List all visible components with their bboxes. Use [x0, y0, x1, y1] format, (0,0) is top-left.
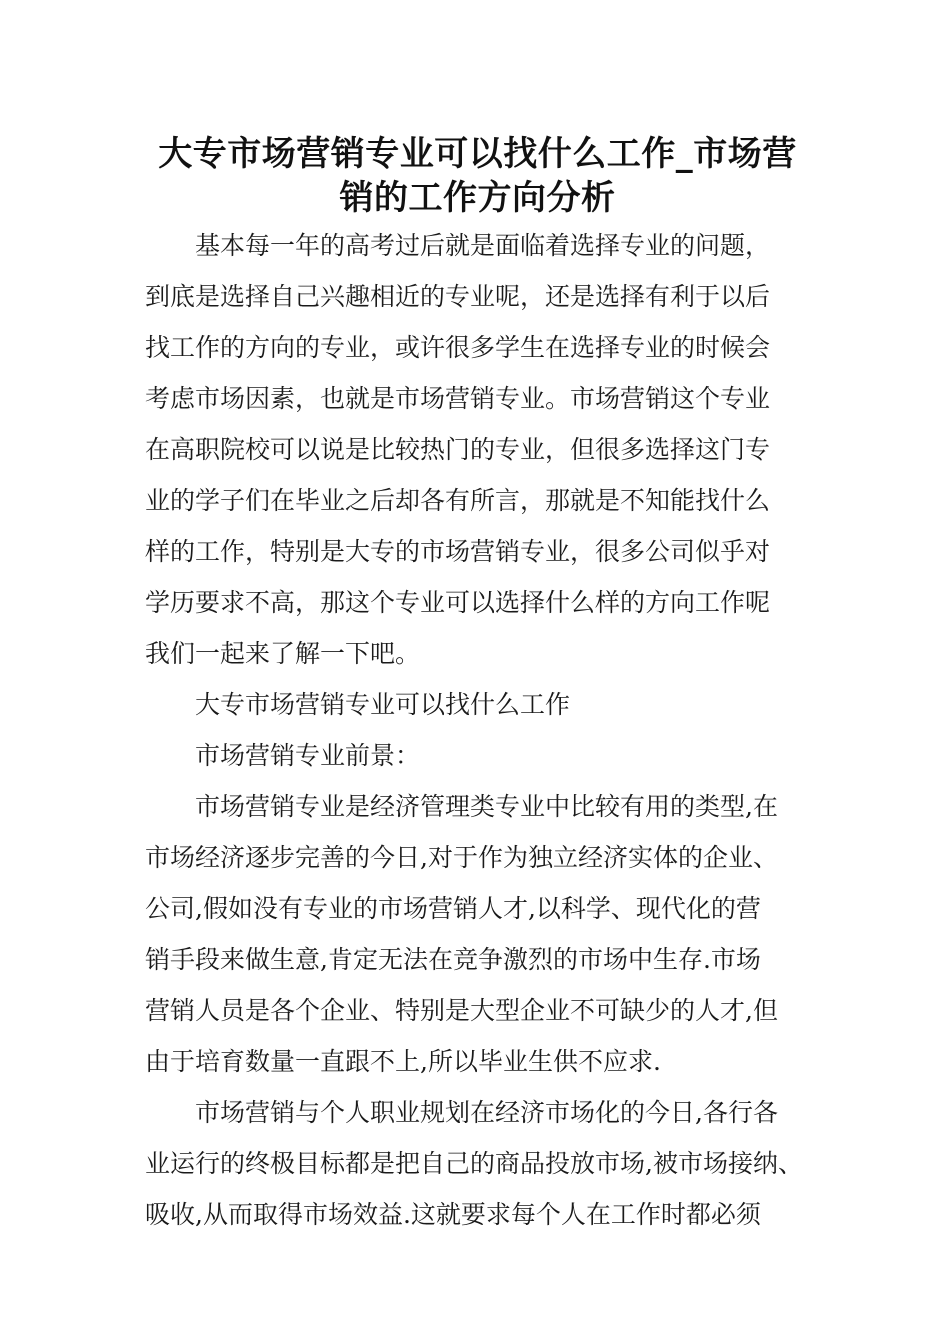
- text-line: 营销人员是各个企业、特别是大型企业不可缺少的人才,但: [145, 996, 778, 1025]
- subsection-heading: [145, 730, 810, 781]
- text-line: 业的学子们在毕业之后却各有所言，那就是不知能找什么: [145, 486, 771, 515]
- text-line: 基本每一年的高考过后就是面临着选择专业的问题，: [195, 231, 771, 260]
- text-line: 学历要求不高，那这个专业可以选择什么样的方向工作呢: [145, 588, 771, 617]
- section-heading: [145, 679, 810, 730]
- text-line: 市场营销专业前景：: [195, 741, 421, 770]
- text-line: 由于培育数量一直跟不上,所以毕业生供不应求.: [145, 1047, 661, 1076]
- text-line: 找工作的方向的专业，或许很多学生在选择专业的时候会: [145, 333, 771, 362]
- title-line: 销的工作方向分析: [339, 178, 616, 218]
- text-line: 到底是选择自己兴趣相近的专业呢，还是选择有利于以后: [145, 282, 771, 311]
- text-line: 样的工作，特别是大专的市场营销专业，很多公司似乎对: [145, 537, 771, 566]
- text-line: 我们一起来了解一下吧。: [145, 639, 421, 668]
- paragraph-career-planning: [145, 1087, 810, 1240]
- text-line: 大专市场营销专业可以找什么工作: [195, 690, 571, 719]
- text-line: 市场经济逐步完善的今日,对于作为独立经济实体的企业、: [145, 843, 778, 872]
- document-content: [145, 132, 810, 1240]
- text-line: 业运行的终极目标都是把自己的商品投放市场,被市场接纳、: [145, 1149, 803, 1178]
- document-body: [145, 220, 810, 1240]
- text-line: 销手段来做生意,肯定无法在竞争激烈的市场中生存.市场: [145, 945, 761, 974]
- text-line: 吸收,从而取得市场效益.这就要求每个人在工作时都必须: [145, 1200, 761, 1229]
- paragraph-prospects: [145, 781, 810, 1087]
- text-line: 公司,假如没有专业的市场营销人才,以科学、现代化的营: [145, 894, 761, 923]
- text-line: 在高职院校可以说是比较热门的专业，但很多选择这门专: [145, 435, 771, 464]
- title-line: 大专市场营销专业可以找什么工作_市场营: [158, 134, 797, 174]
- text-line: 市场营销与个人职业规划在经济市场化的今日,各行各: [195, 1098, 778, 1127]
- document-title: [145, 132, 810, 220]
- paragraph-intro: [145, 220, 810, 679]
- text-line: 市场营销专业是经济管理类专业中比较有用的类型,在: [195, 792, 778, 821]
- text-line: 考虑市场因素，也就是市场营销专业。市场营销这个专业: [145, 384, 771, 413]
